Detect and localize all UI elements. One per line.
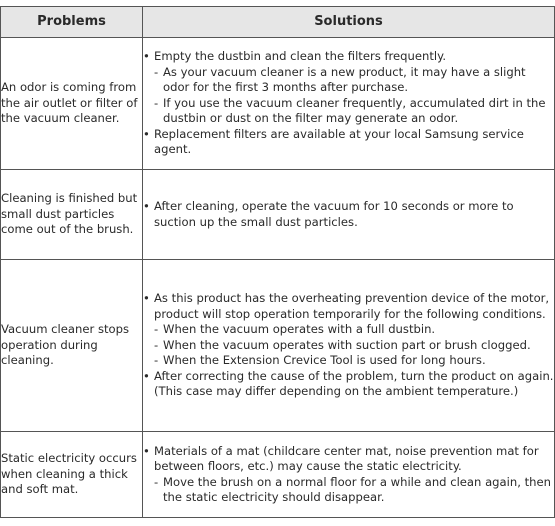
solutions-header: Solutions bbox=[143, 7, 555, 38]
solution-text: As this product has the overheating prevention device of the motor, product will stop operation temporarily for the following conditions. bbox=[154, 291, 550, 321]
solution-cell bbox=[143, 170, 555, 260]
solution-list bbox=[143, 49, 554, 158]
solution-list bbox=[143, 199, 554, 230]
sub-list bbox=[154, 475, 554, 506]
solution-text: After correcting the cause of the problem, turn the product on again. (This case may differ depending on the ambient temperature.) bbox=[154, 368, 554, 399]
solution-list bbox=[143, 444, 554, 506]
problem-cell: Static electricity occurs when cleaning a thick and soft mat. bbox=[1, 432, 143, 518]
header-row bbox=[1, 7, 555, 38]
sub-list bbox=[154, 65, 554, 127]
solution-item bbox=[143, 369, 554, 400]
solution-cell bbox=[143, 38, 555, 170]
table-row bbox=[1, 260, 555, 432]
sub-item: - If you use the vacuum cleaner frequently, accumulated dirt in the dustbin or dust on the filter may generate an odor. bbox=[154, 96, 554, 127]
problem-cell: An odor is coming from the air outlet or filter of the vacuum cleaner. bbox=[1, 38, 143, 170]
troubleshooting-table bbox=[0, 6, 555, 518]
solution-list bbox=[143, 291, 554, 400]
table-row bbox=[1, 432, 555, 518]
problems-header: Problems bbox=[1, 7, 143, 38]
sub-item: - When the vacuum operates with a full dustbin. bbox=[154, 322, 554, 338]
sub-item: - When the vacuum operates with suction part or brush clogged. bbox=[154, 338, 554, 354]
sub-item: - As your vacuum cleaner is a new product, it may have a slight odor for the first 3 months after purchase. bbox=[154, 65, 554, 96]
sub-list bbox=[154, 322, 554, 369]
solution-cell bbox=[143, 432, 555, 518]
solution-text: Materials of a mat (childcare center mat, noise prevention mat for between floors, etc.) may cause the static electricity. bbox=[154, 443, 539, 473]
sub-item: - When the Extension Crevice Tool is used for long hours. bbox=[154, 353, 554, 369]
problem-cell: Vacuum cleaner stops operation during cleaning. bbox=[1, 260, 143, 432]
table-row bbox=[1, 38, 555, 170]
solution-item bbox=[143, 49, 554, 127]
solution-text: Empty the dustbin and clean the filters frequently. bbox=[154, 49, 447, 64]
solution-cell bbox=[143, 260, 555, 432]
solution-item bbox=[143, 199, 554, 230]
solution-item bbox=[143, 444, 554, 506]
sub-item: - Move the brush on a normal floor for a while and clean again, then the static electricity should disappear. bbox=[154, 475, 554, 506]
solution-text: After cleaning, operate the vacuum for 10 seconds or more to suction up the small dust particles. bbox=[154, 199, 514, 229]
table-row bbox=[1, 170, 555, 260]
problem-cell: Cleaning is finished but small dust particles come out of the brush. bbox=[1, 170, 143, 260]
solution-text: Replacement filters are available at your local Samsung service agent. bbox=[154, 126, 524, 157]
solution-item bbox=[143, 127, 554, 158]
solution-item bbox=[143, 291, 554, 369]
